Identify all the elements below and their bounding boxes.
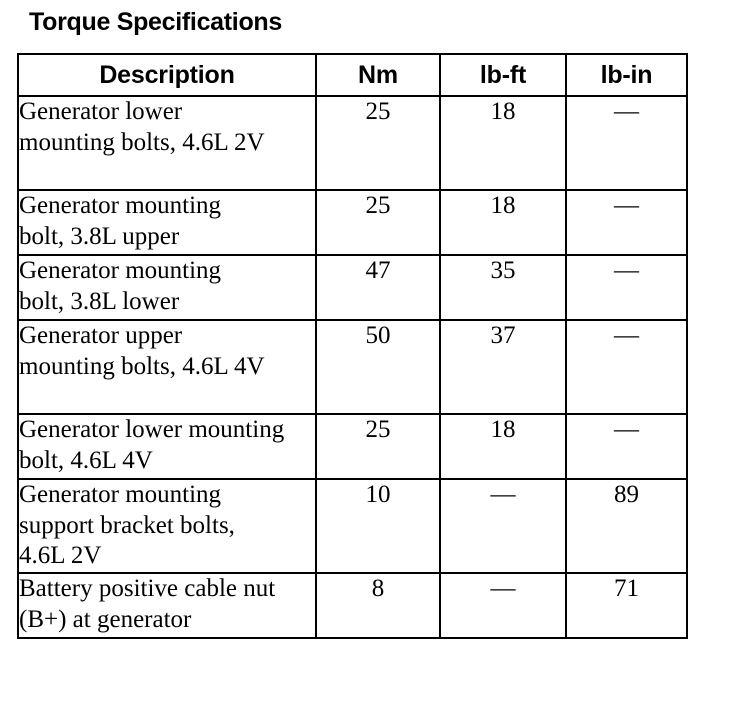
torque-spec-table [17,53,688,639]
header-nm: Nm [316,54,440,96]
page-title: Torque Specifications [29,8,283,36]
cell-lb-in: 71 [566,573,687,638]
cell-lb-ft: 18 [440,96,566,190]
table-row [18,96,687,190]
cell-lb-in: — [566,96,687,190]
cell-description-text: Generator lower mounting bolt, 4.6L 4V [19,416,285,474]
cell-description-text: Generator mounting bolt, 3.8L upper [19,192,222,250]
cell-nm: 10 [316,479,440,573]
cell-nm: 25 [316,96,440,190]
cell-lb-in: 89 [566,479,687,573]
cell-nm: 25 [316,414,440,479]
cell-nm: 50 [316,320,440,414]
table-row [18,479,687,573]
cell-description [18,573,316,638]
cell-description-text: Battery positive cable nut (B+) at generator [19,575,276,633]
cell-lb-ft: — [440,573,566,638]
cell-description-text: Generator mounting bolt, 3.8L lower [19,257,222,315]
cell-description [18,190,316,255]
cell-description-text: Generator lower mounting bolts, 4.6L 2V [19,98,265,156]
cell-lb-ft: 18 [440,414,566,479]
cell-description-text: Generator upper mounting bolts, 4.6L 4V [19,322,265,380]
cell-lb-in: — [566,255,687,320]
cell-lb-ft: 35 [440,255,566,320]
cell-description [18,479,316,573]
cell-lb-in: — [566,414,687,479]
table-row [18,573,687,638]
cell-description [18,96,316,190]
cell-lb-ft: 18 [440,190,566,255]
header-description: Description [18,54,316,96]
table-header-row [18,54,687,96]
table-row [18,190,687,255]
cell-nm: 8 [316,573,440,638]
table-row [18,320,687,414]
cell-nm: 47 [316,255,440,320]
cell-description-text: Generator mounting support bracket bolts, 4.6L 2V [19,481,235,569]
cell-description [18,320,316,414]
header-lb-ft: lb-ft [440,54,566,96]
cell-description [18,255,316,320]
cell-nm: 25 [316,190,440,255]
cell-description [18,414,316,479]
cell-lb-in: — [566,190,687,255]
table-row [18,414,687,479]
cell-lb-ft: 37 [440,320,566,414]
cell-lb-in: — [566,320,687,414]
cell-lb-ft: — [440,479,566,573]
table-row [18,255,687,320]
header-lb-in: lb-in [566,54,687,96]
